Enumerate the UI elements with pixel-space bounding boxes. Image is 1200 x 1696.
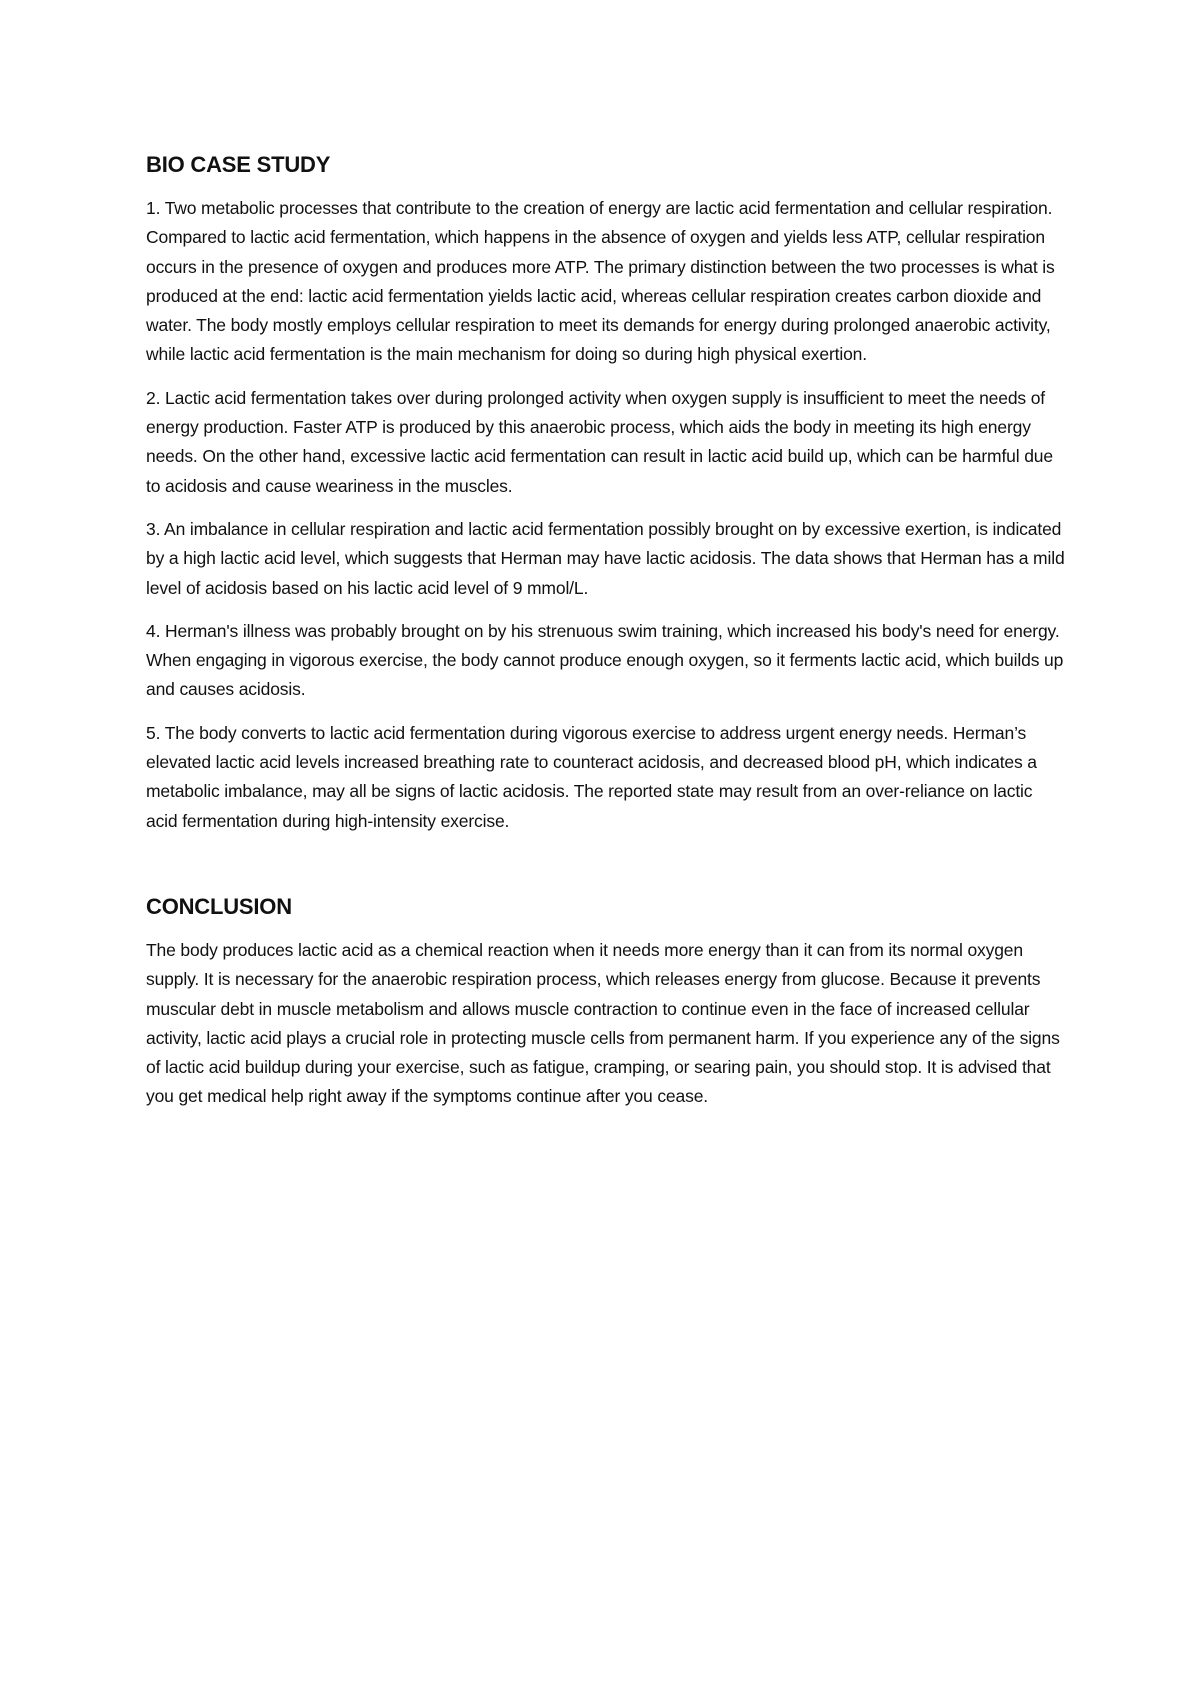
document-title: BIO CASE STUDY	[146, 152, 331, 177]
document-body	[146, 150, 1066, 1126]
answer-paragraph-2: 2. Lactic acid fermentation takes over during prolonged activity when oxygen supply is insufficient to meet the needs of energy production. Faster ATP is produced by this anaerobic process, which aids the body in meeting its high energy needs. On the other hand, excessive lactic acid fermentation can result in lactic acid build up, which can be harmful due to acidosis and cause weariness in the muscles.	[146, 387, 1053, 496]
answer-paragraph-5: 5. The body converts to lactic acid fermentation during vigorous exercise to address urgent energy needs. Herman’s elevated lactic acid levels increased breathing rate to counteract acidosis, and decreased blood pH, which indicates a metabolic imbalance, may all be signs of lactic acidosis. The reported state may result from an over-reliance on lactic acid fermentation during high-intensity exercise.	[146, 722, 1037, 831]
conclusion-heading: CONCLUSION	[146, 893, 292, 919]
conclusion-paragraph: The body produces lactic acid as a chemical reaction when it needs more energy than it can from its normal oxygen supply. It is necessary for the anaerobic respiration process, which releases energy from glucose. Because it prevents muscular debt in muscle metabolism and allows muscle contraction to continue even in the face of increased cellular activity, lactic acid plays a crucial role in protecting muscle cells from permanent harm. If you experience any of the signs of lactic acid buildup during your exercise, such as fatigue, cramping, or searing pain, you should stop. It is advised that you get medical help right away if the symptoms continue after you cease.	[146, 939, 1060, 1107]
answer-paragraph-1: 1. Two metabolic processes that contribute to the creation of energy are lactic acid fermentation and cellular respiration. Compared to lactic acid fermentation, which happens in the absence of oxygen and yields less ATP, cellular respiration occurs in the presence of oxygen and produces more ATP. The primary distinction between the two processes is what is produced at the end: lactic acid fermentation yields lactic acid, whereas cellular respiration creates carbon dioxide and water. The body mostly employs cellular respiration to meet its demands for energy during prolonged anaerobic activity, while lactic acid fermentation is the main mechanism for doing so during high physical exertion.	[146, 198, 1055, 365]
answer-paragraph-4: 4. Herman's illness was probably brought on by his strenuous swim training, which increased his body's need for energy. When engaging in vigorous exercise, the body cannot produce enough oxygen, so it ferments lactic acid, which builds up and causes acidosis.	[146, 620, 1064, 700]
answer-paragraph-3: 3. An imbalance in cellular respiration and lactic acid fermentation possibly brought on by excessive exertion, is indicated by a high lactic acid level, which suggests that Herman may have lactic acidosis. The data shows that Herman has a mild level of acidosis based on his lactic acid level of 9 mmol/L.	[146, 518, 1065, 598]
